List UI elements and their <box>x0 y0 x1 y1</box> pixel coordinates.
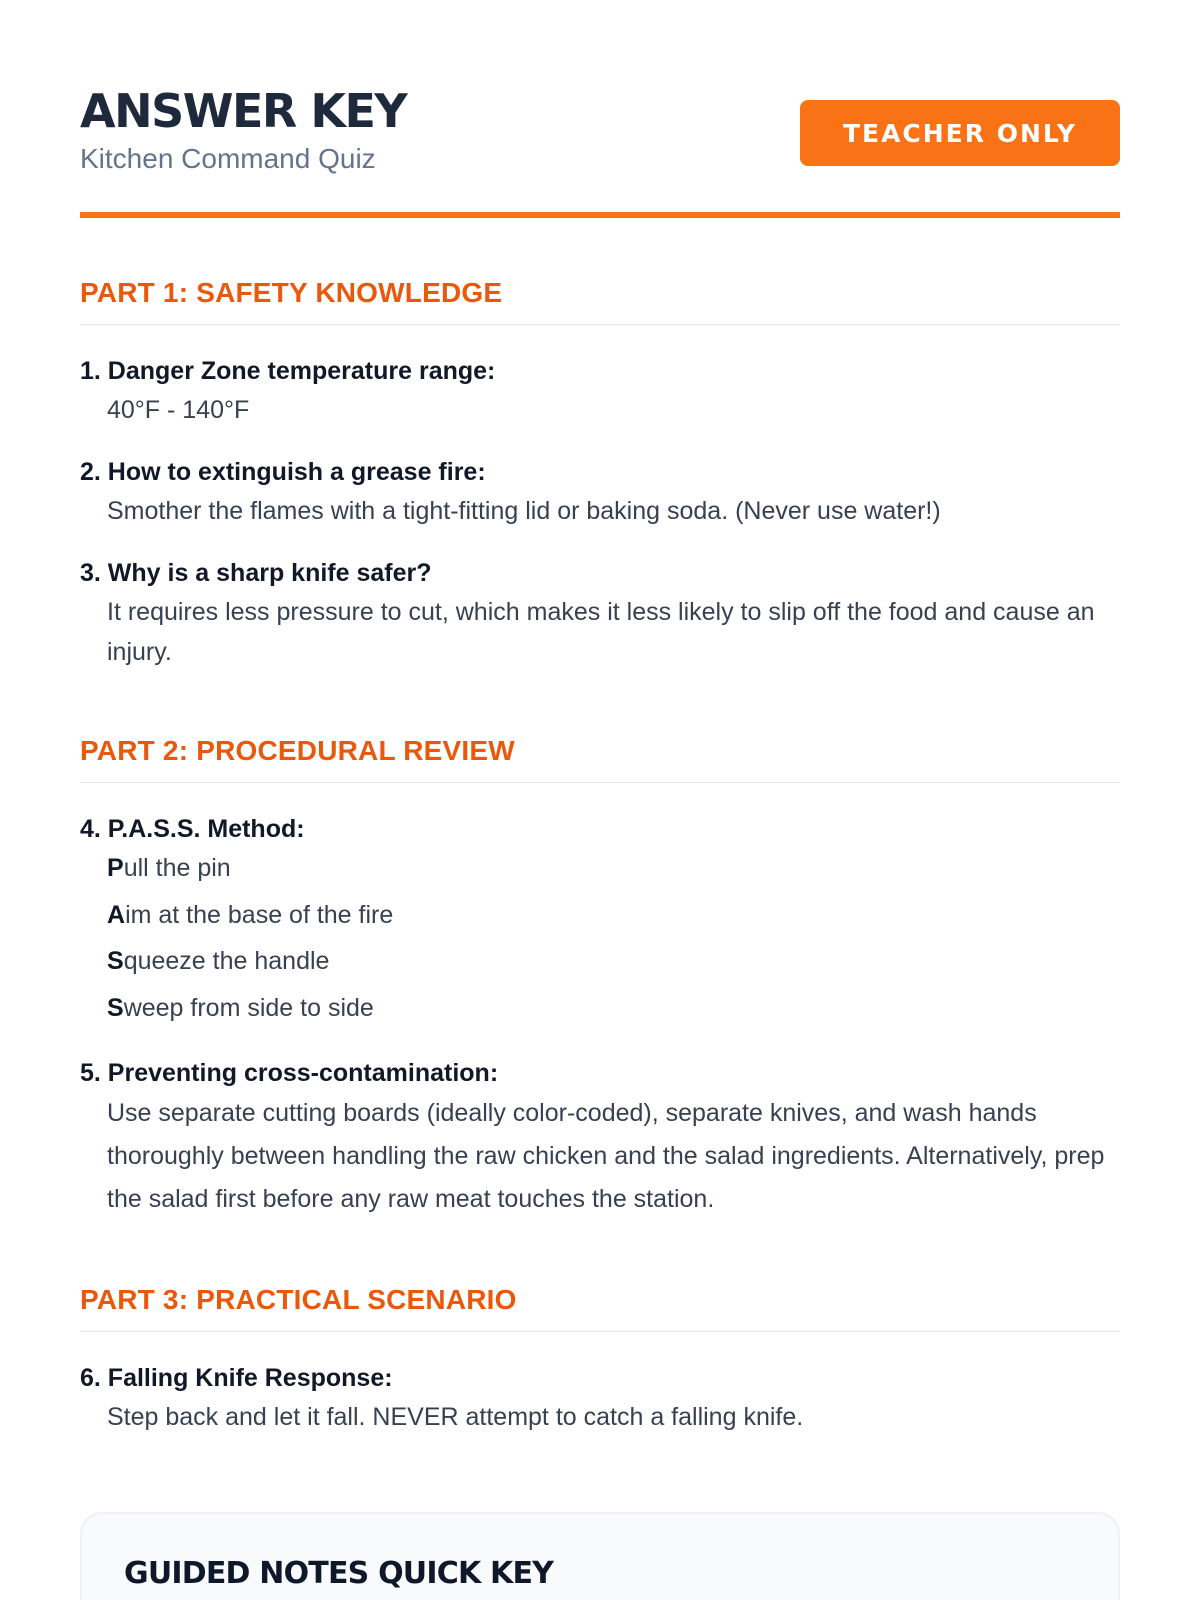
page-title: ANSWER KEY <box>80 84 407 138</box>
question-1-answer: 40°F - 140°F <box>107 396 250 424</box>
part3-heading: PART 3: PRACTICAL SCENARIO <box>80 1283 1120 1332</box>
question-6-answer: Step back and let it fall. NEVER attempt to catch a falling knife. <box>107 1403 804 1431</box>
page-header <box>80 0 1120 218</box>
question-3-title: 3. Why is a sharp knife safer? <box>80 559 432 587</box>
pass-step-sweep <box>80 985 1120 1032</box>
teacher-only-badge: TEACHER ONLY <box>800 100 1120 166</box>
question-4-title: 4. P.A.S.S. Method: <box>80 815 305 843</box>
quick-key-box <box>80 1512 1120 1600</box>
question-1 <box>80 355 1120 430</box>
part2-heading: PART 2: PROCEDURAL REVIEW <box>80 734 1120 783</box>
page-subtitle: Kitchen Command Quiz <box>80 143 376 174</box>
pass-letter: A <box>107 900 126 929</box>
pass-step-text: ull the pin <box>123 854 231 882</box>
question-6 <box>80 1362 1120 1437</box>
pass-step-squeeze <box>80 938 1120 985</box>
question-1-title: 1. Danger Zone temperature range: <box>80 357 496 385</box>
question-3-answer: It requires less pressure to cut, which makes it less likely to slip off the food and cause an injury. <box>107 598 1095 666</box>
question-2-title: 2. How to extinguish a grease fire: <box>80 458 486 486</box>
pass-letter: P <box>107 854 124 882</box>
question-3 <box>80 557 1120 672</box>
question-5 <box>80 1057 1120 1221</box>
question-5-answer: Use separate cutting boards (ideally color-coded), separate knives, and wash hands thoroughly between handling the raw chicken and the salad ingredients. Alternatively, prep the salad first before any raw meat touches the station. <box>107 1099 1105 1213</box>
pass-step-text: im at the base of the fire <box>125 900 394 929</box>
pass-step-pull <box>80 845 1120 892</box>
quick-key-title: GUIDED NOTES QUICK KEY <box>124 1556 554 1591</box>
part1-section <box>80 276 1120 672</box>
pass-letter: S <box>107 947 124 975</box>
question-4 <box>80 813 1120 1031</box>
question-2-answer: Smother the flames with a tight-fitting lid or baking soda. (Never use water!) <box>107 497 941 525</box>
part1-heading: PART 1: SAFETY KNOWLEDGE <box>80 276 1120 325</box>
question-6-title: 6. Falling Knife Response: <box>80 1364 393 1392</box>
question-5-title: 5. Preventing cross-contamination: <box>80 1059 499 1087</box>
pass-letter: S <box>107 993 124 1022</box>
question-2 <box>80 456 1120 531</box>
part3-section <box>80 1283 1120 1437</box>
pass-step-text: queeze the handle <box>123 947 330 975</box>
part2-section <box>80 734 1120 1221</box>
pass-step-aim <box>80 892 1120 939</box>
pass-step-text: weep from side to side <box>123 993 374 1022</box>
